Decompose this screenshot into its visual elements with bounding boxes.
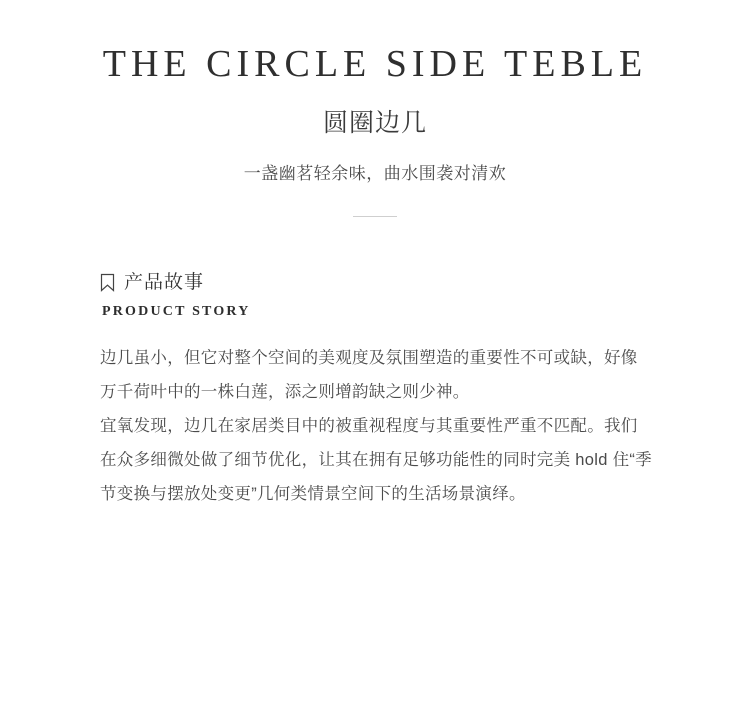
bookmark-tag-icon bbox=[100, 273, 115, 292]
product-story-section bbox=[0, 273, 750, 511]
paragraph: 宜氧发现，边几在家居类目中的被重视程度与其重要性严重不匹配。我们在众多细微处做了细节优化，让其在拥有足够功能性的同时完美 hold 住“季节变换与摆放处变更”几何类情景空间下的生活场景演绎。 bbox=[100, 417, 652, 503]
section-title-cn: 产品故事 bbox=[124, 272, 205, 294]
page-subtitle: 圆圈边几 bbox=[322, 109, 427, 138]
page-tagline: 一盏幽茗轻余味，曲水围袭对清欢 bbox=[243, 164, 507, 184]
paragraph: 边几虽小，但它对整个空间的美观度及氛围塑造的重要性不可或缺，好像万千荷叶中的一株白莲，添之则增韵缺之则少神。 bbox=[100, 349, 638, 402]
page-title: THE CIRCLE SIDE TEBLE bbox=[102, 43, 648, 85]
product-story-body bbox=[100, 342, 654, 511]
divider-wrapper bbox=[0, 216, 750, 217]
page-header bbox=[0, 0, 750, 217]
section-title-en: PRODUCT STORY bbox=[102, 304, 251, 320]
section-heading bbox=[100, 273, 654, 292]
horizontal-divider bbox=[353, 216, 397, 217]
